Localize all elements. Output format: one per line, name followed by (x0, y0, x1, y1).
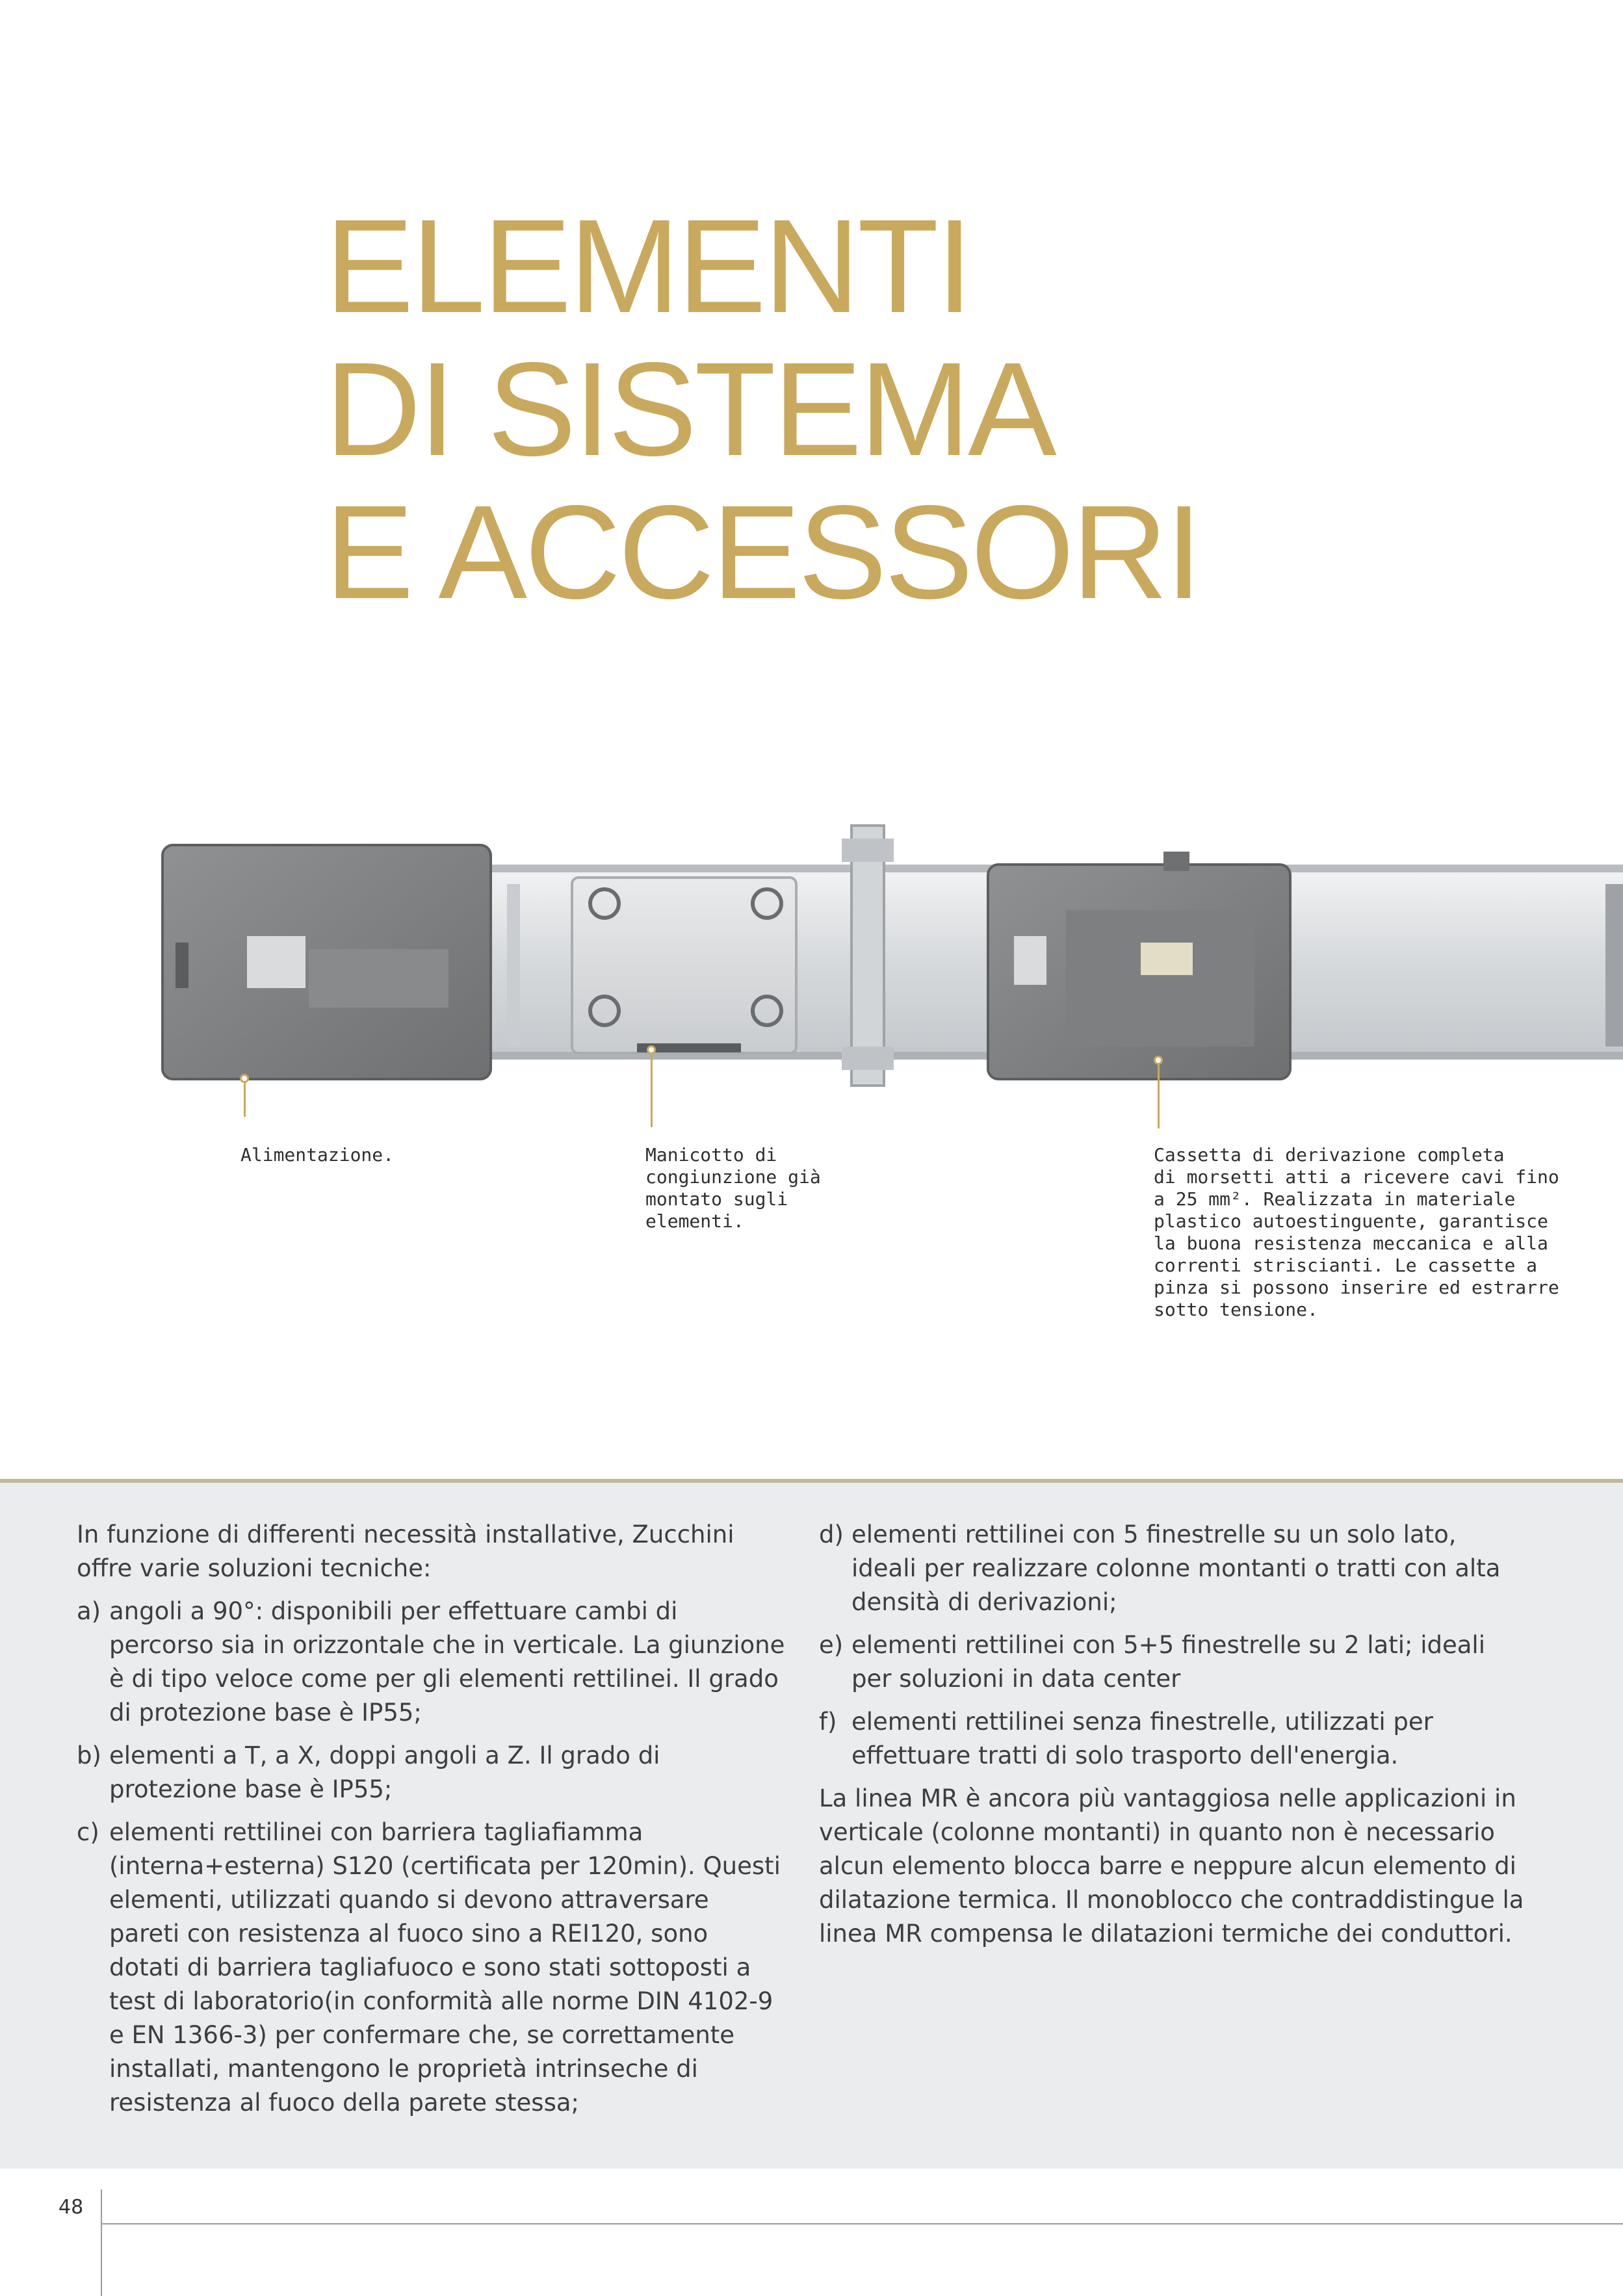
list-marker: d) (819, 1520, 844, 1548)
callout-dot-alimentazione (240, 1074, 249, 1083)
title-line-1: ELEMENTI (325, 192, 971, 341)
list-item (77, 1816, 785, 2120)
list-text: elementi rettilinei con 5 finestrelle su un solo lato, ideali per realizzare colonne montanti o tratti con alta densità di derivazioni; (851, 1520, 1501, 1616)
footer-divider-vertical (101, 2189, 102, 2296)
list-marker: a) (77, 1597, 101, 1625)
list-item (819, 1628, 1527, 1696)
title-line-2: DI SISTEMA (325, 335, 1054, 484)
right-column (819, 1518, 1527, 1960)
intro-paragraph: In funzione di differenti necessità installative, Zucchini offre varie soluzioni tecniche: (77, 1520, 734, 1582)
callout-dot-cassetta (1154, 1056, 1163, 1065)
caption-alimentazione: Alimentazione. (240, 1144, 395, 1166)
list-text: elementi rettilinei con 5+5 finestrelle su 2 lati; ideali per soluzioni in data center (851, 1631, 1485, 1693)
list-text: angoli a 90°: disponibili per effettuare cambi di percorso sia in orizzontale che in verticale. La giunzione è di tipo veloce come per gli elementi rettilinei. Il grado di protezione base è IP55; (109, 1597, 785, 1727)
callout-dot-manicotto (647, 1045, 656, 1054)
list-item (77, 1595, 785, 1730)
list-marker: c) (77, 1818, 99, 1846)
caption-cassetta: Cassetta di derivazione completa di morsetti atti a ricevere cavi fino a 25 mm². Realizzata in materiale plastico autoestinguente, garantisce la buona resistenza meccanica e alla correnti striscianti. Le cassette a pinza si possono inserire ed estrarre sotto tensione. (1154, 1144, 1559, 1320)
page-number: 48 (58, 2196, 84, 2219)
callout-line-cassetta (1158, 1061, 1160, 1128)
list-text: elementi rettilinei senza finestrelle, utilizzati per effettuare tratti di solo trasporto dell'energia. (851, 1708, 1433, 1769)
left-column (77, 1518, 785, 2129)
callout-line-manicotto (651, 1050, 653, 1127)
list-text: elementi rettilinei con barriera tagliafiamma (interna+esterna) S120 (certificata per 120min). Questi elementi, utilizzati quando si devono attraversare pareti con resistenza al fuoco sino a REI120, sono dotati di barriera tagliafuoco e sono stati sottoposti a test di laboratorio(in conformità alle norme DIN 4102-9 e EN 1366-3) per confermare che, se correttamente installati, mantengono le proprietà intrinseche di resistenza al fuoco della parete stessa; (109, 1818, 781, 2117)
list-marker: e) (819, 1631, 844, 1659)
callout-line-alimentazione (244, 1079, 246, 1117)
list-marker: f) (819, 1708, 837, 1736)
list-text: elementi a T, a X, doppi angoli a Z. Il grado di protezione base è IP55; (109, 1742, 660, 1803)
busbar-product-image (0, 813, 1623, 1112)
list-item (819, 1518, 1527, 1619)
list-item (77, 1739, 785, 1807)
caption-manicotto: Manicotto di congiunzione già montato sugli elementi. (645, 1144, 821, 1232)
page-title (325, 192, 1200, 627)
title-line-3: E ACCESSORI (325, 478, 1200, 627)
footer-divider-horizontal (101, 2223, 1623, 2224)
list-marker: b) (77, 1742, 101, 1769)
list-item (819, 1705, 1527, 1773)
closing-paragraph: La linea MR è ancora più vantaggiosa nelle applicazioni in verticale (colonne montanti) in quanto non è necessario alcun elemento blocca barre e neppure alcun elemento di dilatazione termica. Il monoblocco che contraddistingue la linea MR compensa le dilatazioni termiche dei conduttori. (819, 1784, 1524, 1948)
